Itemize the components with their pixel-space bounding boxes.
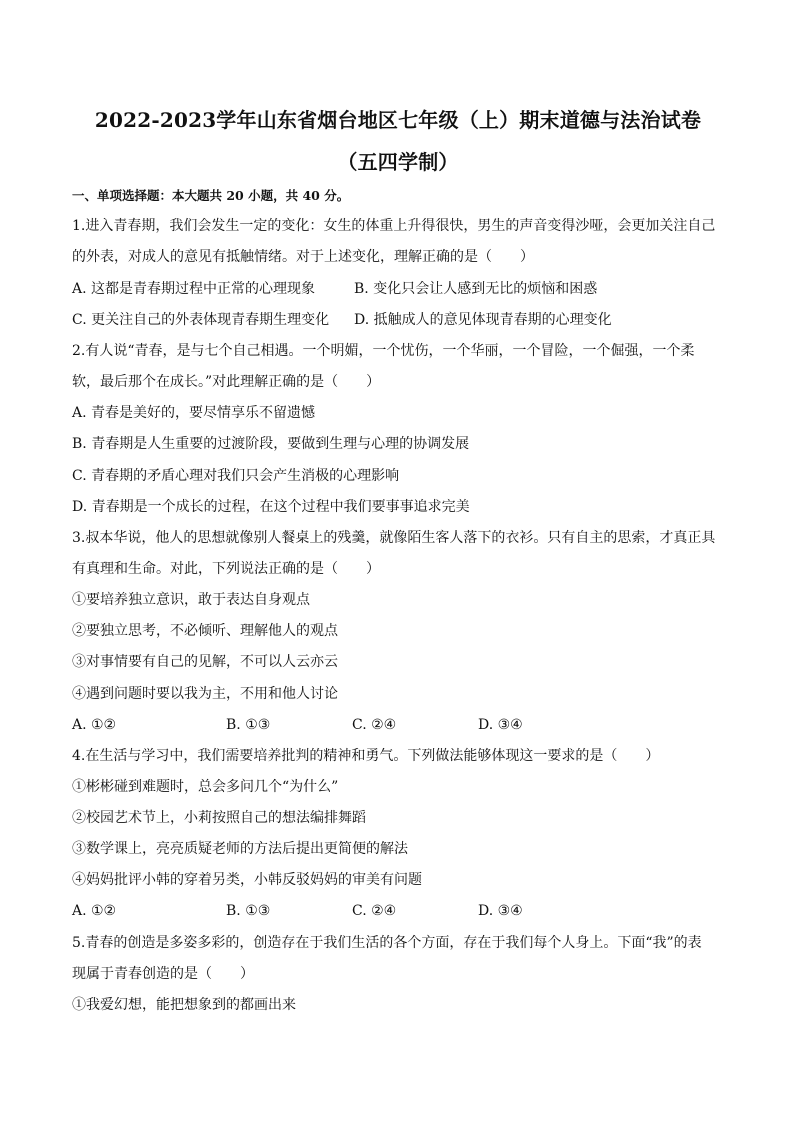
exam-title: 2022-2023学年山东省烟台地区七年级（上）期末道德与法治试卷 (94, 108, 702, 132)
question-3-stem-line-1: 3.叔本华说，他人的思想就像别人餐桌上的残羹，就像陌生客人落下的衣衫。只有自主的思索，才真正具 (72, 530, 716, 546)
question-2-stem-line-1: 2.有人说“青春，是与七个自己相遇。一个明媚，一个忧伤，一个华丽，一个冒险，一个倔强，一个柔 (72, 343, 695, 359)
section-heading: 一、单项选择题：本大题共 20 小题，共 40 分。 (72, 188, 350, 203)
question-2-option-a: A. 青春是美好的，要尽情享乐不留遗憾 (72, 405, 316, 421)
question-4-option-b: B. ①③ (226, 903, 271, 919)
question-3-statement-3: ③对事情要有自己的见解，不可以人云亦云 (72, 654, 338, 670)
question-3-option-a: A. ①② (72, 717, 117, 733)
question-4-option-d: D. ③④ (478, 903, 523, 919)
question-3-statement-2: ②要独立思考，不必倾听、理解他人的观点 (72, 623, 338, 639)
question-3-option-d: D. ③④ (478, 717, 523, 733)
question-3-stem-line-2: 有真理和生命。对此，下列说法正确的是（ ） (72, 561, 380, 577)
question-4-statement-3: ③数学课上，亮亮质疑老师的方法后提出更简便的解法 (72, 841, 408, 857)
question-5-stem-line-2: 现属于青春创造的是（ ） (72, 966, 254, 982)
question-2-option-b: B. 青春期是人生重要的过渡阶段，要做到生理与心理的协调发展 (72, 436, 470, 452)
question-5-statement-1: ①我爱幻想，能把想象到的都画出来 (72, 997, 296, 1013)
question-1-option-a: A. 这都是青春期过程中正常的心理现象 (72, 281, 316, 297)
question-1-option-d: D. 抵触成人的意见体现青春期的心理变化 (354, 312, 612, 328)
question-4-stem-line-1: 4.在生活与学习中，我们需要培养批判的精神和勇气。下列做法能够体现这一要求的是（ ） (72, 748, 660, 764)
question-4-statement-1: ①彬彬碰到难题时，总会多问几个“为什么” (72, 779, 339, 795)
question-1-option-b: B. 变化只会让人感到无比的烦恼和困惑 (354, 281, 598, 297)
question-4-statement-2: ②校园艺术节上，小莉按照自己的想法编排舞蹈 (72, 810, 366, 826)
question-3-option-c: C. ②④ (352, 717, 397, 733)
exam-subtitle: （五四学制） (337, 150, 459, 174)
question-1-stem-line-2: 的外表，对成人的意见有抵触情绪。对于上述变化，理解正确的是（ ） (72, 249, 534, 265)
question-1-stem-line-1: 1.进入青春期，我们会发生一定的变化：女生的体重上升得很快，男生的声音变得沙哑，会更加关注自己 (72, 218, 716, 234)
question-4-option-c: C. ②④ (352, 903, 397, 919)
question-3-option-b: B. ①③ (226, 717, 271, 733)
question-2-option-d: D. 青春期是一个成长的过程，在这个过程中我们要事事追求完美 (72, 499, 470, 515)
question-2-option-c: C. 青春期的矛盾心理对我们只会产生消极的心理影响 (72, 468, 400, 484)
question-5-stem-line-1: 5.青春的创造是多姿多彩的，创造存在于我们生活的各个方面，存在于我们每个人身上。下面“我”的表 (72, 935, 702, 951)
question-4-option-a: A. ①② (72, 903, 117, 919)
question-2-stem-line-2: 软，最后那个在成长。”对此理解正确的是（ ） (72, 374, 381, 390)
question-4-statement-4: ④妈妈批评小韩的穿着另类，小韩反驳妈妈的审美有问题 (72, 872, 422, 888)
question-1-option-c: C. 更关注自己的外表体现青春期生理变化 (72, 312, 330, 328)
question-3-statement-4: ④遇到问题时要以我为主，不用和他人讨论 (72, 686, 338, 702)
question-3-statement-1: ①要培养独立意识，敢于表达自身观点 (72, 592, 310, 608)
